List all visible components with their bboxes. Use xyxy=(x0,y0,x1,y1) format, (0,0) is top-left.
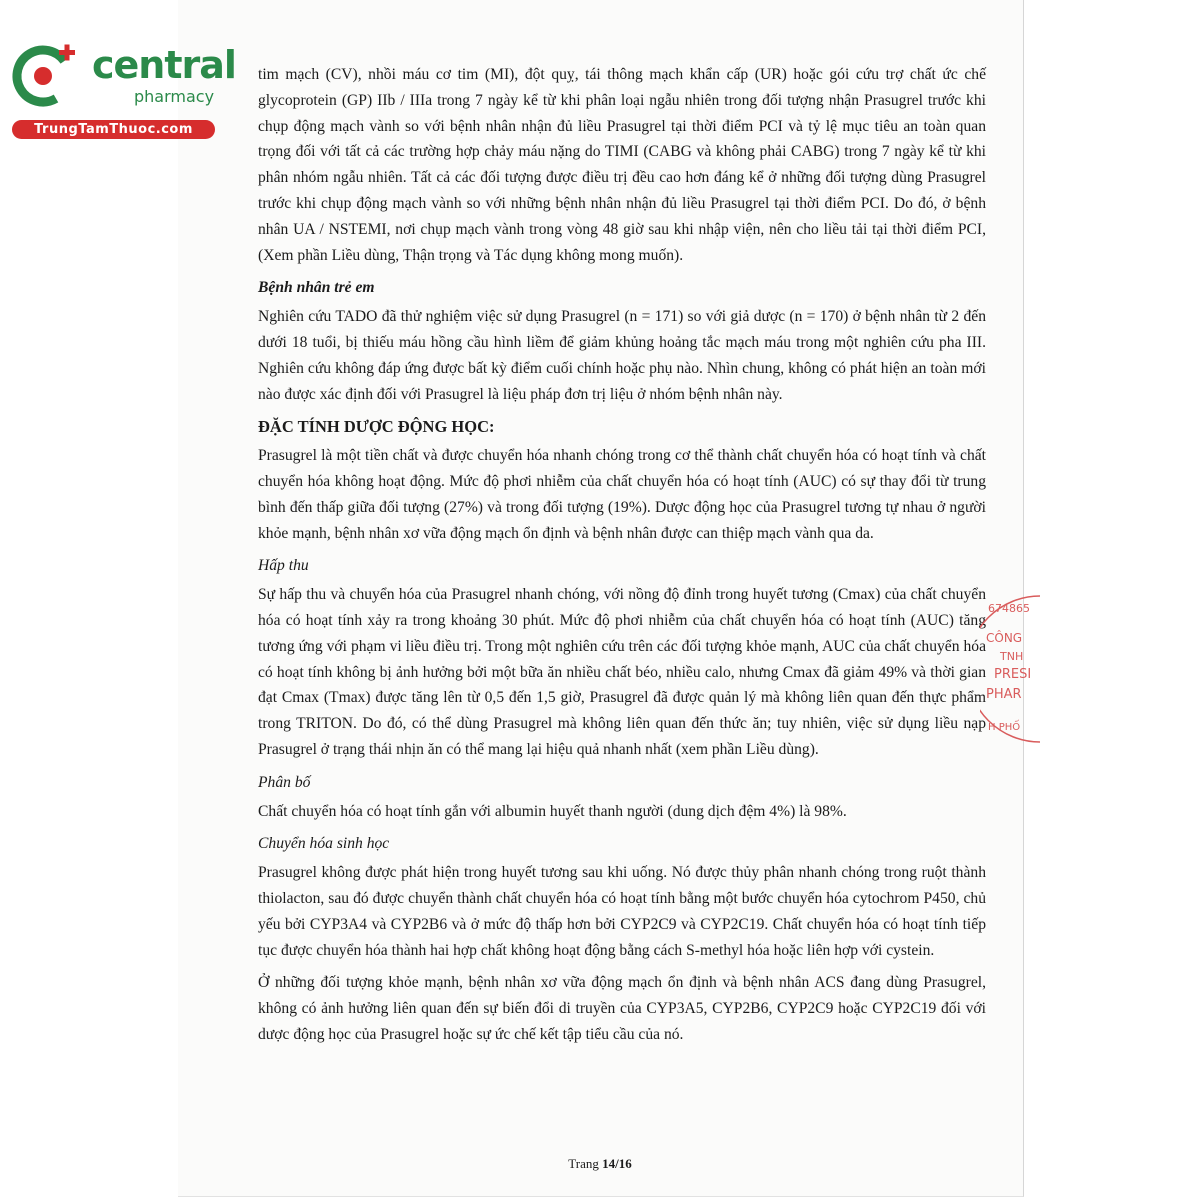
logo-url-badge[interactable]: TrungTamThuoc.com xyxy=(12,120,215,139)
heading-distribution: Phân bố xyxy=(258,773,311,791)
stamp-line-3: TNH xyxy=(1000,650,1024,663)
paragraph-distribution: Chất chuyển hóa có hoạt tính gắn với albumin huyết thanh người (dung dịch đệm 4%) là 98%. xyxy=(258,802,847,820)
paragraph-absorption: Sự hấp thu và chuyển hóa của Prasugrel nhanh chóng, với nồng độ đỉnh trong huyết tương (Cmax) của chất chuyển hóa có hoạt tính xảy ra trong khoảng 30 phút. Mức độ phơi nhiễm của chất chuyển hóa có hoạt tính (AUC) tăng tương ứng với phạm vi liều điều trị. Trong một nghiên cứu trên các đối tượng khỏe mạnh, AUC của chất chuyển hóa có hoạt tính không bị ảnh hưởng bởi một bữa ăn nhiều chất béo, nhiều calo, nhưng Cmax đã giảm 49% và thời gian đạt Cmax (Tmax) được tăng lên từ 0,5 đến 1,5 giờ, Prasugrel đã được quản lý mà không liên quan đến thực phẩm trong TRITON. Do đó, có thể dùng Prasugrel mà không liên quan đến thức ăn; tuy nhiên, việc sử dụng liều nạp Prasugrel ở trạng thái nhịn ăn có thể mang lại hiệu quả nhanh nhất (xem phần Liều dùng). xyxy=(258,586,986,758)
document-body xyxy=(258,62,986,1055)
stamp-line-6: H PHỐ xyxy=(988,722,1021,733)
central-pharmacy-logo[interactable] xyxy=(10,40,236,137)
paragraph-genetic-variation: Ở những đối tượng khỏe mạnh, bệnh nhân xơ vữa động mạch ổn định và bệnh nhân ACS đang dùng Prasugrel, không có ảnh hưởng liên quan đến sự biến đổi di truyền của CYP3A5, CYP2B6, CYP2C9 hoặc CYP2C19 đối với dược động học của Prasugrel hoặc sự ức chế kết tập tiểu cầu của nó. xyxy=(258,974,986,1043)
page-footer xyxy=(0,1156,1200,1172)
logo-icon xyxy=(10,40,80,110)
stamp-line-5: PHAR xyxy=(986,687,1022,702)
stamp-line-2: CÔNG xyxy=(986,631,1023,645)
logo-wordmark: central xyxy=(92,43,236,87)
company-stamp xyxy=(980,594,1042,744)
section-title-pharmacokinetics: ĐẶC TÍNH DƯỢC ĐỘNG HỌC: xyxy=(258,417,495,437)
paragraph-pediatric: Nghiên cứu TADO đã thử nghiệm việc sử dụng Prasugrel (n = 171) so với giả dược (n = 170) ở bệnh nhân từ 2 đến dưới 18 tuổi, bị thiếu máu hồng cầu hình liềm để giảm khủng hoảng tắc mạch máu trong một nghiên cứu pha III. Nghiên cứu không đáp ứng được bất kỳ điểm cuối chính hoặc phụ nào. Nhìn chung, không có phát hiện an toàn mới nào được xác định đối với Prasugrel là liệu pháp đơn trị liệu ở nhóm bệnh nhân này. xyxy=(258,308,986,403)
paragraph-efficacy-safety: tim mạch (CV), nhồi máu cơ tim (MI), đột quỵ, tái thông mạch khẩn cấp (UR) hoặc gói cứu trợ chất ức chế glycoprotein (GP) IIb / IIIa trong 7 ngày kể từ khi phân loại ngẫu nhiên trong đối tượng nhận Prasugrel trước khi chụp động mạch vành so với bệnh nhân nhận đủ liều Prasugrel tại thời điểm PCI và tỷ lệ mục tiêu an toàn quan trọng đối với tất cả các trường hợp chảy máu nặng do TIMI (CABG và không phải CABG) trong 7 ngày kể từ khi phân nhóm ngẫu nhiên. Tất cả các đối tượng được điều trị đều cao hơn đáng kể ở những đối tượng dùng Prasugrel trước khi chụp động mạch vành so với những bệnh nhân nhận đủ liều Prasugrel tại thời điểm PCI. Do đó, ở bệnh nhân UA / NSTEMI, nơi chụp mạch vành trong vòng 48 giờ sau khi nhập viện, nên cho liều tải tại thời điểm PCI, (Xem phần Liều dùng, Thận trọng và Tác dụng không mong muốn). xyxy=(258,66,986,264)
logo-subtitle: pharmacy xyxy=(134,87,215,106)
page-number: 14/16 xyxy=(602,1156,632,1171)
paragraph-metabolism: Prasugrel không được phát hiện trong huyết tương sau khi uống. Nó được thủy phân nhanh chóng trong ruột thành thiolacton, sau đó được chuyển thành chất chuyển hóa có hoạt tính bằng một bước chuyển hóa cytochrom P450, chủ yếu bởi CYP3A4 và CYP2B6 và ở mức độ thấp hơn bởi CYP2C9 và CYP2C19. Chất chuyển hóa có hoạt tính tiếp tục được chuyển hóa thành hai hợp chất không hoạt động bằng cách S-methyl hóa hoặc liên hợp với cystein. xyxy=(258,864,986,959)
page-label: Trang xyxy=(568,1156,599,1171)
stamp-line-4: PRESI xyxy=(994,667,1032,682)
heading-pediatric: Bệnh nhân trẻ em xyxy=(258,279,375,297)
stamp-line-1: 674865 xyxy=(988,602,1030,615)
heading-absorption: Hấp thu xyxy=(258,557,309,575)
paragraph-pk-overview: Prasugrel là một tiền chất và được chuyển hóa nhanh chóng trong cơ thể thành chất chuyển hóa có hoạt tính và chất chuyển hóa không hoạt động. Mức độ phơi nhiễm của chất chuyển hóa có hoạt tính (AUC) có sự thay đổi từ trung bình đến thấp giữa đối tượng (27%) và trong đối tượng (19%). Dược động học của Prasugrel tương tự nhau ở người khỏe mạnh, bệnh nhân xơ vữa động mạch ổn định và bệnh nhân được can thiệp mạch vành qua da. xyxy=(258,447,986,542)
heading-metabolism: Chuyển hóa sinh học xyxy=(258,835,390,853)
